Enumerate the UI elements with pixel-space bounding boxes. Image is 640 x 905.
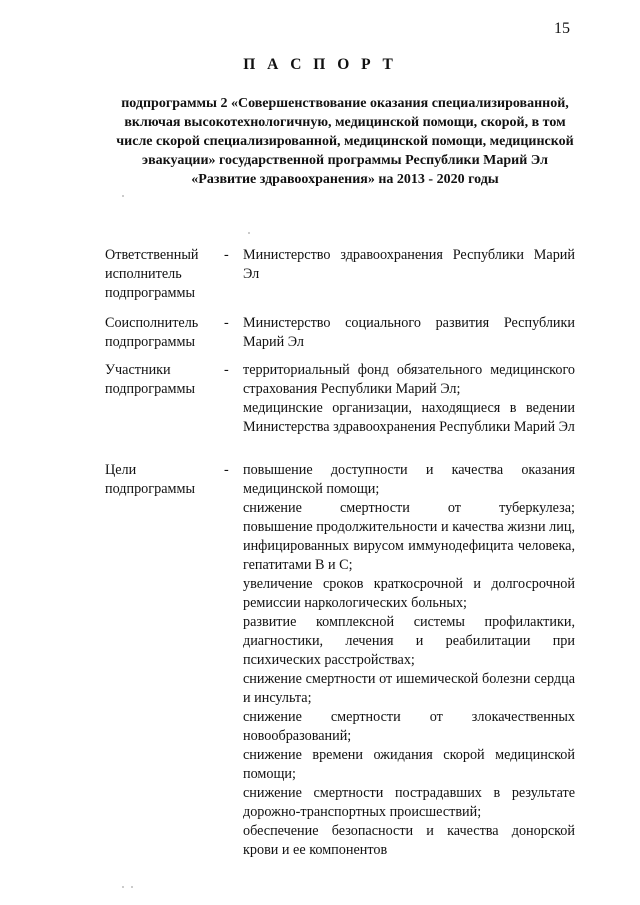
section-label: Ответственный исполнитель подпрограммы: [105, 247, 199, 301]
section-dash: -: [224, 247, 229, 263]
list-item: повышение доступности и качества оказания медицинской помощи;: [243, 462, 575, 497]
list-item: повышение продолжительности и качества жизни лиц, инфицированных вирусом иммунодефицита человека, гепатитами B и C;: [243, 519, 575, 573]
list-item: медицинские организации, находящиеся в ведении Министерства здравоохранения Республики Марий Эл: [243, 400, 575, 435]
section-label: Цели подпрограммы: [105, 462, 195, 497]
section-content: [243, 461, 575, 860]
list-item: снижение смертности от туберкулеза;: [243, 500, 575, 516]
section-content: Министерство социального развития Республики Марий Эл: [243, 315, 575, 350]
section-content: Министерство здравоохранения Республики Марий Эл: [243, 247, 575, 282]
document-title: П А С П О Р Т: [243, 56, 397, 73]
section-dash: -: [224, 462, 229, 478]
list-item: снижение смертности пострадавших в результате дорожно-транспортных происшествий;: [243, 785, 575, 820]
section-dash: -: [224, 315, 229, 331]
page-number: 15: [554, 20, 570, 37]
list-item: снижение смертности от злокачественных новообразований;: [243, 709, 575, 744]
section-content: [243, 361, 575, 437]
section-dash: -: [224, 362, 229, 378]
list-item: увеличение сроков краткосрочной и долгосрочной ремиссии наркологических больных;: [243, 576, 575, 611]
list-item: снижение времени ожидания скорой медицинской помощи;: [243, 747, 575, 782]
scan-speck: [131, 886, 133, 888]
section-label: Участники подпрограммы: [105, 362, 195, 397]
list-item: территориальный фонд обязательного медицинского страхования Республики Марий Эл;: [243, 362, 575, 397]
section-label: Соисполнитель подпрограммы: [105, 315, 199, 350]
list-item: развитие комплексной системы профилактики, диагностики, лечения и реабилитации при психических расстройствах;: [243, 614, 575, 668]
list-item: обеспечение безопасности и качества донорской крови и ее компонентов: [243, 823, 575, 858]
document-subtitle: подпрограммы 2 «Совершенствование оказания специализированной, включая высокотехнологичную, медицинской помощи, скорой, в том числе скорой специализированной, медицинской помощи, медицинской эвакуации» государственной программы Республики Марий Эл «Развитие здравоохранения» на 2013 - 2020 годы: [116, 96, 574, 187]
list-item: снижение смертности от ишемической болезни сердца и инсульта;: [243, 671, 575, 706]
scan-speck: [122, 195, 124, 197]
scan-speck: [248, 232, 250, 234]
scan-speck: [122, 886, 124, 888]
